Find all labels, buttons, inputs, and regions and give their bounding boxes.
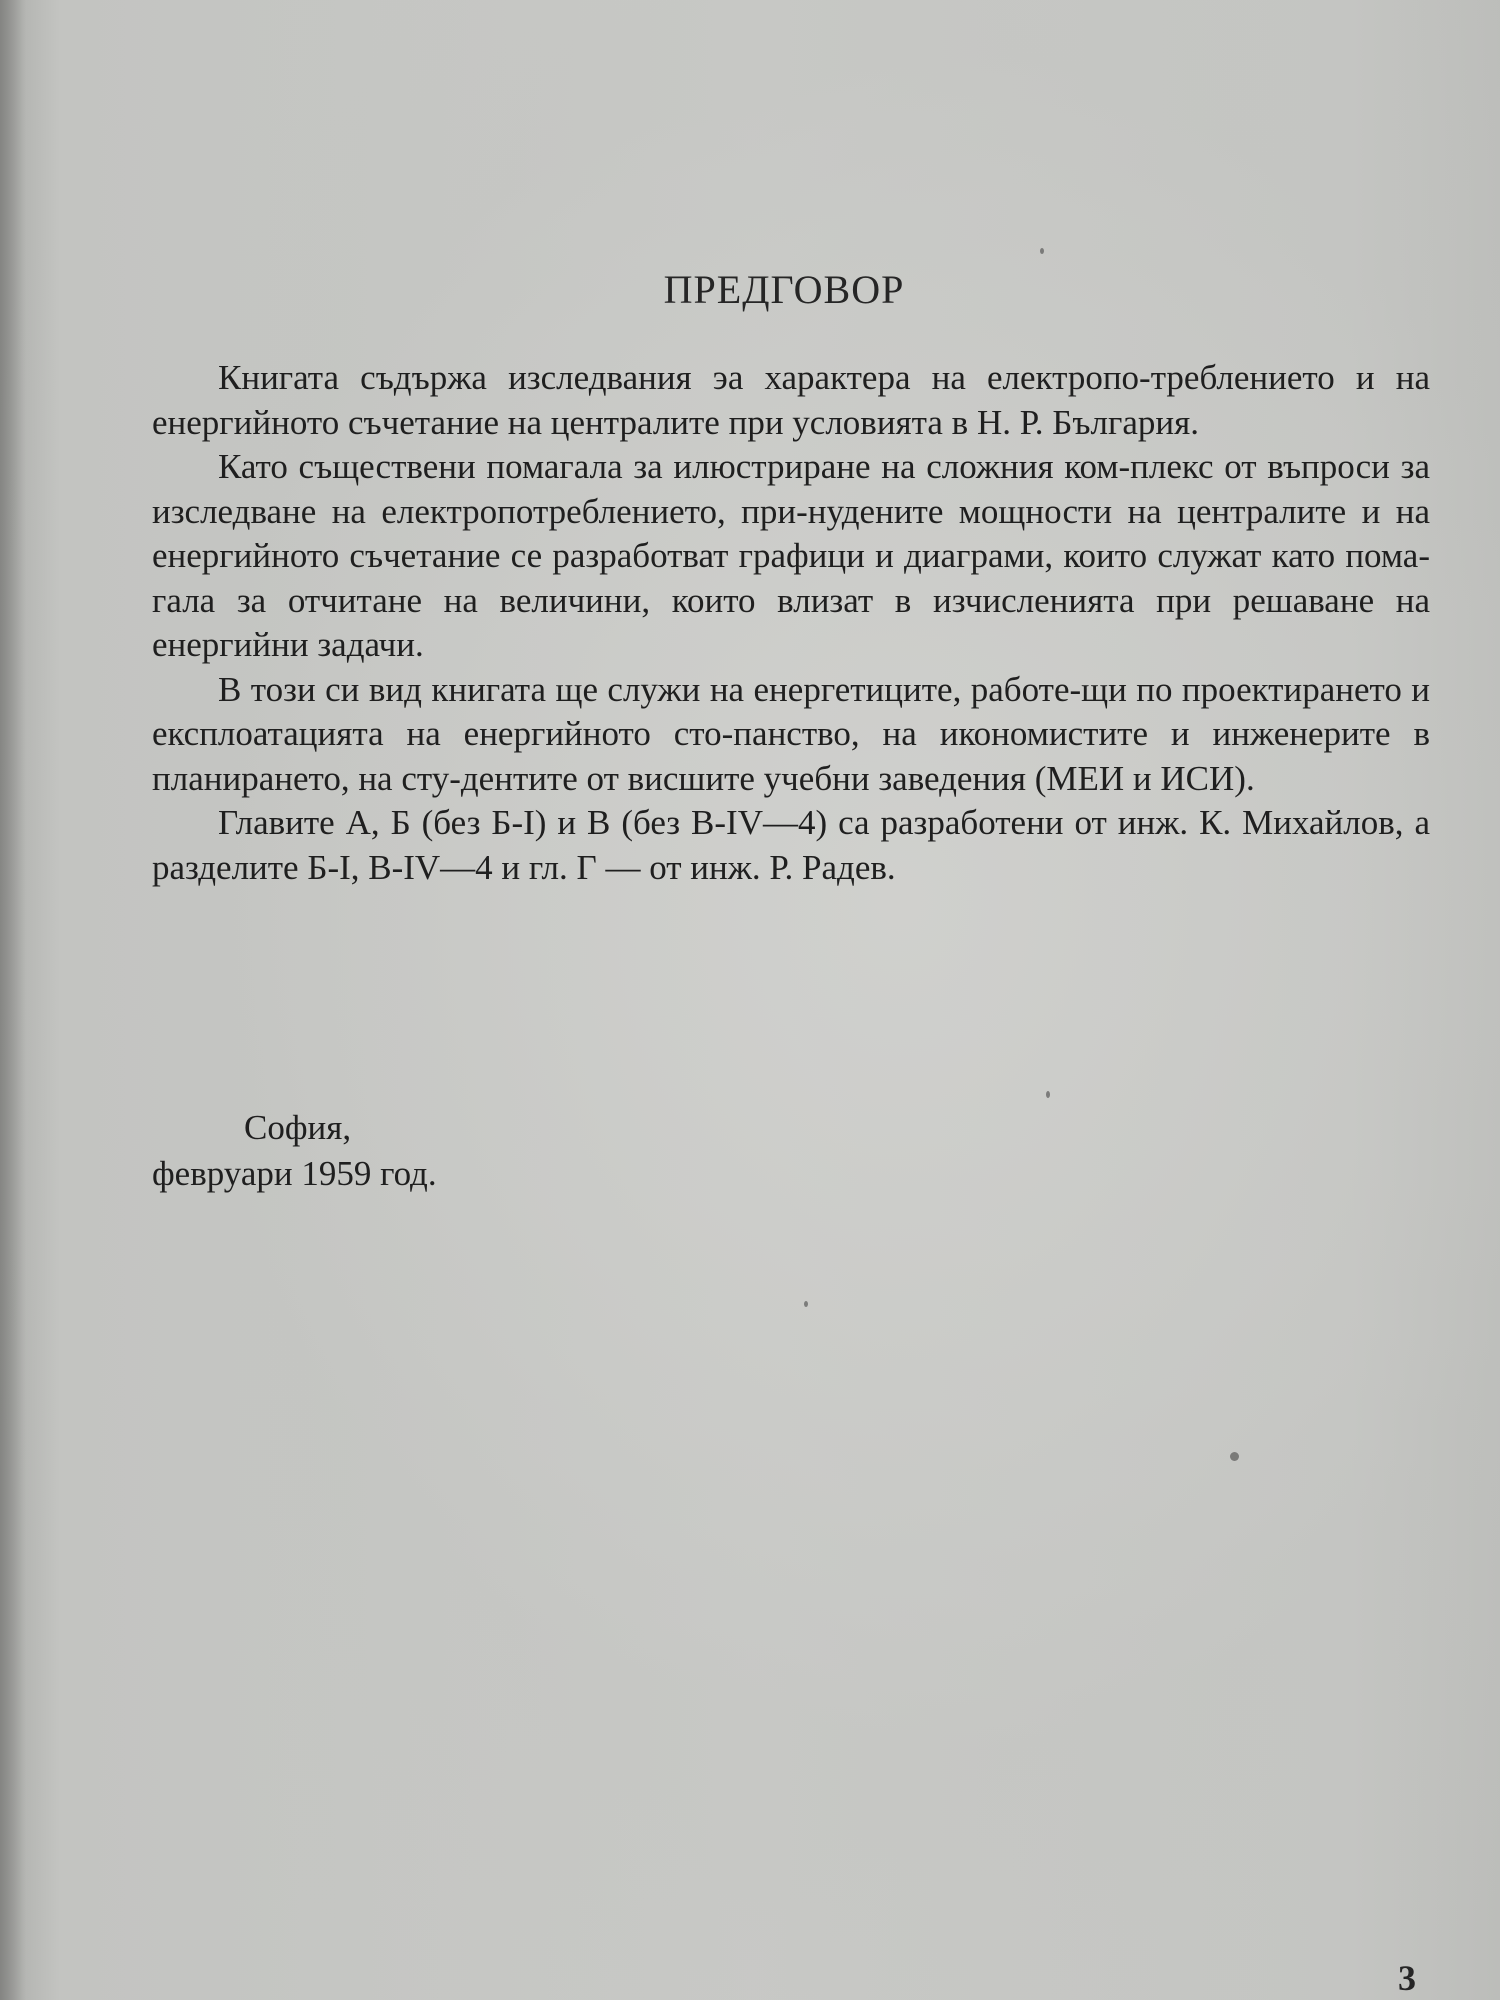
preface-body <box>152 356 1430 890</box>
signature-block <box>152 1105 437 1197</box>
paper-speck <box>1046 1091 1050 1098</box>
paper-speck <box>1230 1452 1239 1461</box>
paragraph-2: Като съществени помагала за илюстриране на сложния ком-плекс от въпроси за изследване на електропотреблението, при-нудените мощности на централите и на енергийното съчетание се разработват графици и диаграми, които служат като пома-гала за отчитане на величини, които влизат в изчисленията при решаване на енергийни задачи. <box>152 447 1430 664</box>
paragraph-1: Книгата съдържа изследвания эа характера на електропо-треблението и на енергийното съчетание на централите при условията в Н. Р. България. <box>152 358 1430 442</box>
paper-speck <box>804 1301 808 1307</box>
paragraph-3: В този си вид книгата ще служи на енергетиците, работе-щи по проектирането и експлоатацията на енергийното сто-панство, на икономистите и инженерите в планирането, на сту-дентите от висшите учебни заведения (МЕИ и ИСИ). <box>152 669 1430 798</box>
signature-date: февруари 1959 год. <box>152 1154 437 1193</box>
page-number: 3 <box>1398 1958 1416 1998</box>
page-title: ПРЕДГОВОР <box>663 267 905 312</box>
paragraph-4: Главите А, Б (без Б-I) и В (без В-IV—4) са разработени от инж. К. Михайлов, а разделите Б-I, В-IV—4 и гл. Г — от инж. Р. Радев. <box>152 803 1430 887</box>
paper-speck <box>1040 248 1044 254</box>
signature-city: София, <box>244 1108 352 1147</box>
